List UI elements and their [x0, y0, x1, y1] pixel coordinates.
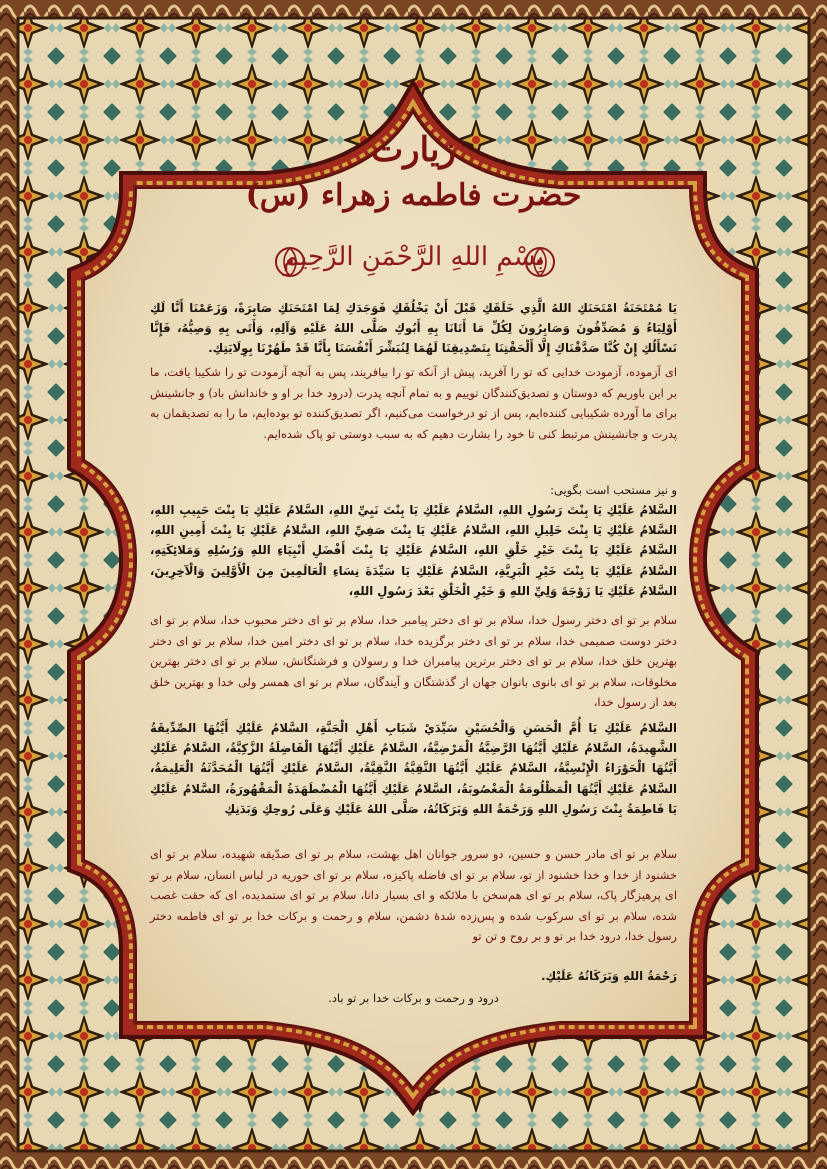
page-title: زیارت: [371, 130, 456, 170]
persian-translation-1: ای آزموده، آزمودت خدایی که تو را آفرید، پیش از آنکه تو را بیافریند، پس به آنچه آزمودت تو را شکیبا یافت، ما بر این باوریم که دوستان و تصدیق‌کنندگان توییم و به تمام آنچه پدرت (درود خدا بر او و خاندانش باد) و جانشینش برای ما آورده شکیبایی کننده‌ایم، پس از تو درخواست می‌کنیم، اگر تصدیق‌کننده تو بوده‌ایم، ما را به تصدیقمان به پدرت و جانشینش مرتبط کنی تا خود را بشارت دهیم که به سبب دوستی تو پاک شده‌ایم.: [150, 365, 677, 441]
closing-line: درود و رحمت و برکات خدا بر تو باد.: [328, 991, 499, 1005]
persian-translation-3: سلام بر تو ای مادر حسن و حسین، دو سرور جوانان اهل بهشت، سلام بر تو ای صدّیقه شهیده، سلام بر تو ای خشنود از خدا و خدا خشنود از تو، سلام بر تو ای فاضله پاکیزه، سلام بر تو ای حوریه در لباس انسان، سلام بر تو ای پرهیزگار پاک، سلام بر تو ای هم‌سخن با ملائکه و ای بسیار دانا، سلام بر تو ای ستمدیده، ای که حقت غصب شده، سلام بر تو ای سرکوب شده و پس‌زده شدهٔ دشمن، سلام و رحمت و برکات خدا بر تو ای فاطمه دختر رسول خدا، درود خدا بر تو و بر روح و تن تو: [150, 847, 677, 944]
arabic-passage-3: السَّلامُ عَلَيْكِ يَا أُمَّ الْحَسَنِ وَالْحُسَيْنِ سَيِّدَيْ شَبَابِ أَهْلِ الْجَنَّةِ، السَّلامُ عَلَيْكِ أَيَّتُهَا الصِّدِّيقَةُ الشَّهِيدَةُ، السَّلامُ عَلَيْكِ أَيَّتُهَا الرَّضِيَّةُ الْمَرْضِيَّةُ، السَّلامُ عَلَيْكِ أَيَّتُهَا الْفَاضِلَةُ الزَّكِيَّةُ، السَّلامُ عَلَيْكِ أَيَّتُهَا الْحَوْرَاءُ الْإِنْسِيَّةُ، السَّلامُ عَلَيْكِ أَيَّتُهَا التَّقِيَّةُ النَّقِيَّةُ، السَّلامُ عَلَيْكِ أَيَّتُهَا الْمُحَدَّثَةُ الْعَلِيمَةُ، السَّلامُ عَلَيْكِ أَيَّتُهَا الْمَظْلُومَةُ الْمَغْصُوبَةُ، السَّلامُ عَلَيْكِ أَيَّتُهَا الْمُضْطَهَدَةُ الْمَقْهُورَةُ، السَّلامُ عَلَيْكِ يَا فَاطِمَةُ بِنْتَ رَسُولِ اللهِ وَرَحْمَةُ اللهِ وَبَرَكَاتُهُ، صَلَّى اللهُ عَلَيْكِ وَعَلَى رُوحِكِ وَبَدَنِكِ: [150, 721, 677, 816]
arabic-passage-4: رَحْمَةُ اللهِ وَبَرَكَاتُهُ عَلَيْكِ.: [541, 969, 677, 983]
arabic-passage-1: يَا مُمْتَحَنَةُ امْتَحَنَكِ اللهُ الَّذِي خَلَقَكِ قَبْلَ أَنْ يَخْلُقَكِ فَوَجَدَكِ لِمَا امْتَحَنَكِ صَابِرَةً، وَزَعَمْنَا أَنَّا لَكِ أَوْلِيَاءُ وَ مُصَدِّقُونَ وَصَابِرُونَ لِكُلِّ مَا أَتَانَا بِهِ أَبُوكِ صَلَّى اللهُ عَلَيْهِ وَآلِهِ، وَأَتَى بِهِ وَصِيُّهُ، فَإِنَّا نَسْأَلُكِ إِنْ كُنَّا صَدَّقْنَاكِ إِلَّا أَلْحَقْتِنَا بِتَصْدِيقِنَا لَهُمَا لِنُبَشِّرَ أَنْفُسَنَا بِأَنَّا قَدْ طَهُرْنَا بِوِلَايَتِكِ.: [150, 301, 677, 356]
arabic-passage-2: السَّلامُ عَلَيْكِ يَا بِنْتَ رَسُولِ اللهِ، السَّلامُ عَلَيْكِ يَا بِنْتَ نَبِيِّ اللهِ، السَّلامُ عَلَيْكِ يَا بِنْتَ حَبِيبِ اللهِ، السَّلامُ عَلَيْكِ يَا بِنْتَ خَلِيلِ اللهِ، السَّلامُ عَلَيْكِ يَا بِنْتَ صَفِيِّ اللهِ، السَّلامُ عَلَيْكِ يَا بِنْتَ أَمِينِ اللهِ، السَّلامُ عَلَيْكِ يَا بِنْتَ خَيْرِ خَلْقِ اللهِ، السَّلامُ عَلَيْكِ يَا بِنْتَ أَفْضَلِ أَنْبِيَاءِ اللهِ وَرُسُلِهِ وَمَلائِكَتِهِ، السَّلامُ عَلَيْكِ يَا بِنْتَ خَيْرِ الْبَرِيَّةِ، السَّلامُ عَلَيْكِ يَا سَيِّدَةَ نِسَاءِ الْعَالَمِينَ مِنَ الْأَوَّلِينَ وَالْآخِرِينَ، السَّلامُ عَلَيْكِ يَا زَوْجَةَ وَلِيِّ اللهِ وَ خَيْرِ الْخَلْقِ بَعْدَ رَسُولِ اللهِ،: [150, 503, 677, 598]
page-subtitle: حضرت فاطمه زهراء (س): [245, 178, 582, 213]
persian-translation-2: سلام بر تو ای دختر رسول خدا، سلام بر تو ای دختر پیامبر خدا، سلام بر تو ای دختر محبوب خدا، سلام بر تو ای دختر دوست صمیمی خدا، سلام بر تو ای دختر برگزیده خدا، سلام بر تو ای دختر امین خدا، سلام بر تو ای دختر بهترین خلق خدا، سلام بر تو ای دختر برترین پیامبران خدا و رسولان و فرشتگانش، سلام بر تو ای دختر بهترین مخلوقات، سلام بر تو ای بانوی بانوان جهان از گذشتگان و آیندگان، سلام بر تو ای همسر ولی خدا و بهترین خلق بعد از رسول خدا،: [150, 613, 677, 710]
zyarat-content: [150, 120, 677, 1040]
basmala: بِسْمِ اللهِ الرَّحْمَنِ الرَّحِيمِ: [282, 242, 545, 272]
recommendation-note: و نیز مستحب است بگویی:: [550, 483, 677, 497]
